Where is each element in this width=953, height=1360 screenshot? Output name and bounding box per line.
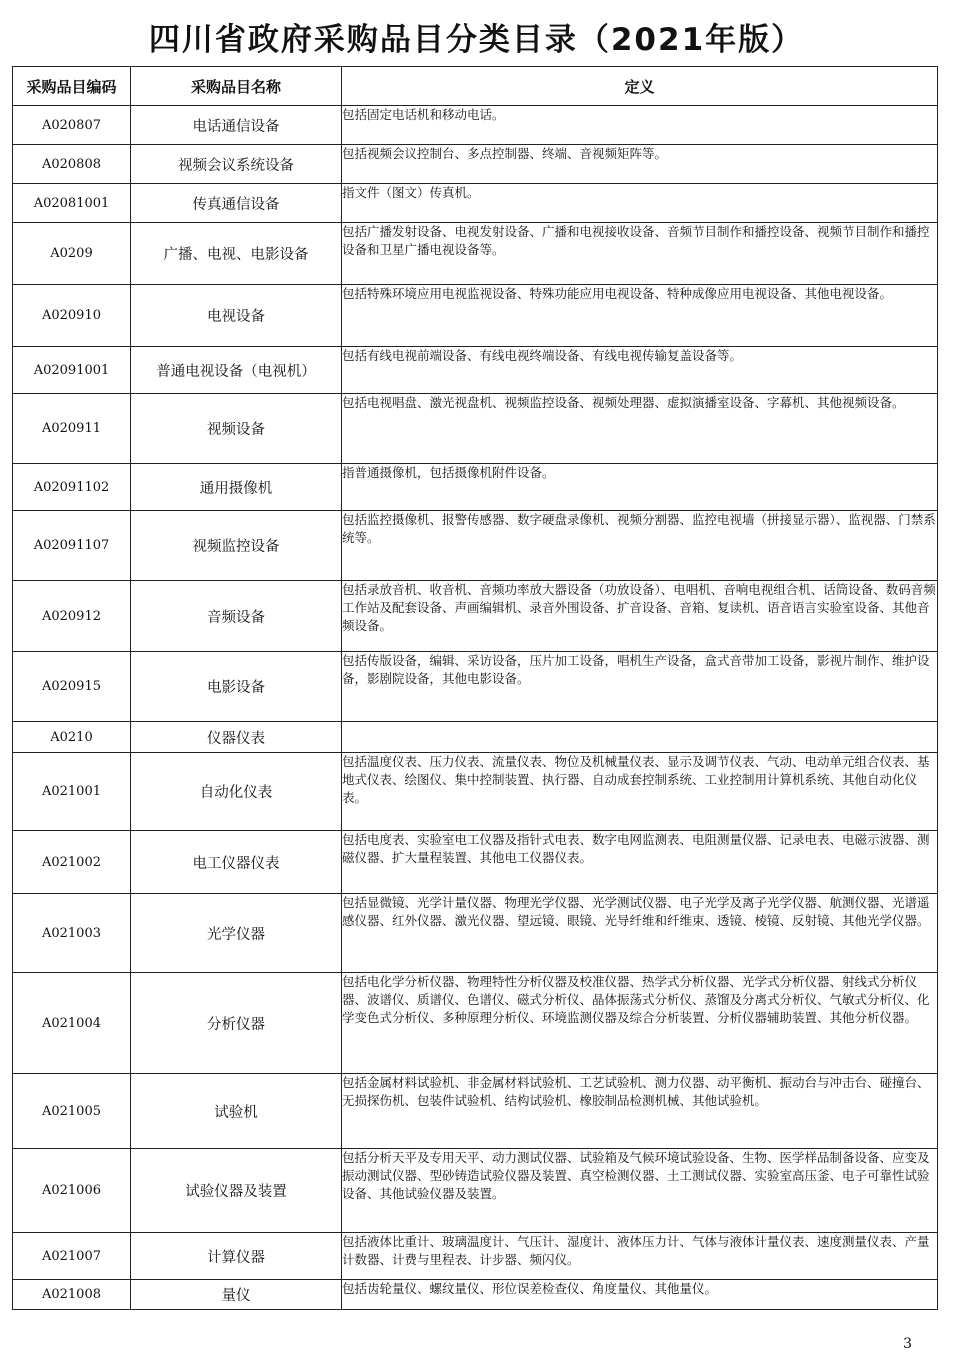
item-name: 分析仪器: [131, 973, 342, 1074]
item-name: 视频监控设备: [131, 511, 342, 581]
item-definition: 包括固定电话机和移动电话。: [342, 107, 505, 122]
item-name: 光学仪器: [131, 894, 342, 973]
table-row: [13, 223, 938, 285]
item-code: A020808: [13, 145, 131, 184]
item-definition: 指普通摄像机，包括摄像机附件设备。: [342, 465, 555, 480]
item-definition: 包括温度仪表、压力仪表、流量仪表、物位及机械量仪表、显示及调节仪表、气动、电动单元组合仪表、基地式仪表、绘图仪、集中控制装置、执行器、自动成套控制系统、工业控制用计算机系统、其他自动化仪表。: [342, 754, 930, 805]
catalog-table: [12, 66, 938, 1310]
header-name: 采购品目名称: [131, 67, 342, 106]
table-row: [13, 1280, 938, 1310]
item-definition: 包括金属材料试验机、非金属材料试验机、工艺试验机、测力仪器、动平衡机、振动台与冲击台、碰撞台、无损探伤机、包装件试验机、结构试验机、橡胶制品检测机械、其他试验机。: [342, 1075, 930, 1108]
item-code: A0210: [13, 722, 131, 753]
item-name: 视频会议系统设备: [131, 145, 342, 184]
item-code: A02091102: [13, 464, 131, 511]
item-name: 电话通信设备: [131, 106, 342, 145]
table-row: [13, 831, 938, 894]
table-row: [13, 347, 938, 394]
item-name: 传真通信设备: [131, 184, 342, 223]
table-row: [13, 285, 938, 347]
item-definition: 指文件（图文）传真机。: [342, 185, 480, 200]
item-name: 视频设备: [131, 394, 342, 464]
item-name: 广播、电视、电影设备: [131, 223, 342, 285]
item-definition: 包括电度表、实验室电工仪器及指针式电表、数字电网监测表、电阻测量仪器、记录电表、电磁示波器、测磁仪器、扩大量程装置、其他电工仪器仪表。: [342, 832, 930, 865]
table-row: [13, 145, 938, 184]
table-header-row: [13, 67, 938, 106]
item-definition: 包括液体比重计、玻璃温度计、气压计、湿度计、液体压力计、气体与液体计量仪表、速度测量仪表、产量计数器、计费与里程表、计步器、频闪仪。: [342, 1234, 930, 1267]
table-row: [13, 973, 938, 1074]
item-code: A02091001: [13, 347, 131, 394]
header-definition: 定义: [342, 67, 938, 106]
item-code: A021002: [13, 831, 131, 894]
item-name: 电影设备: [131, 652, 342, 722]
item-definition: 包括电视唱盘、激光视盘机、视频监控设备、视频处理器、虚拟演播室设备、字幕机、其他视频设备。: [342, 395, 905, 410]
item-name: 仪器仪表: [131, 722, 342, 753]
item-name: 通用摄像机: [131, 464, 342, 511]
item-code: A021007: [13, 1233, 131, 1280]
page-title: 四川省政府采购品目分类目录（2021年版）: [148, 22, 805, 58]
header-code: 采购品目编码: [13, 67, 131, 106]
item-definition: 包括监控摄像机、报警传感器、数字硬盘录像机、视频分割器、监控电视墙（拼接显示器）、监视器、门禁系统等。: [342, 512, 936, 545]
table-row: [13, 1233, 938, 1280]
table-row: [13, 722, 938, 753]
item-name: 电视设备: [131, 285, 342, 347]
item-code: A02091107: [13, 511, 131, 581]
table-row: [13, 894, 938, 973]
table-row: [13, 464, 938, 511]
item-name: 普通电视设备（电视机）: [131, 347, 342, 394]
item-name: 试验仪器及装置: [131, 1149, 342, 1233]
table-row: [13, 511, 938, 581]
item-definition: 包括齿轮量仪、螺纹量仪、形位误差检查仪、角度量仪、其他量仪。: [342, 1281, 718, 1296]
item-definition: 包括录放音机、收音机、音频功率放大器设备（功放设备）、电唱机、音响电视组合机、话筒设备、数码音频工作站及配套设备、声画编辑机、录音外围设备、扩音设备、音箱、复读机、语音语言实验室设备、其他音频设备。: [342, 582, 936, 633]
item-code: A020911: [13, 394, 131, 464]
item-code: A02081001: [13, 184, 131, 223]
item-definition: 包括显微镜、光学计量仪器、物理光学仪器、光学测试仪器、电子光学及离子光学仪器、航测仪器、光谱遥感仪器、红外仪器、激光仪器、望远镜、眼镜、光导纤维和纤维束、透镜、棱镜、反射镜、其他光学仪器。: [342, 895, 930, 928]
table-row: [13, 1149, 938, 1233]
item-name: 试验机: [131, 1074, 342, 1149]
item-code: A021001: [13, 753, 131, 831]
table-row: [13, 106, 938, 145]
item-definition: 包括分析天平及专用天平、动力测试仪器、试验箱及气候环境试验设备、生物、医学样品制备设备、应变及振动测试仪器、型砂铸造试验仪器及装置、真空检测仪器、土工测试仪器、实验室高压釜、电子可靠性试验设备、其他试验仪器及装置。: [342, 1150, 930, 1201]
item-definition: 包括有线电视前端设备、有线电视终端设备、有线电视传输复盖设备等。: [342, 348, 743, 363]
item-code: A021004: [13, 973, 131, 1074]
item-name: 量仪: [131, 1280, 342, 1310]
table-row: [13, 581, 938, 652]
table-row: [13, 394, 938, 464]
item-definition: 包括视频会议控制台、多点控制器、终端、音视频矩阵等。: [342, 146, 668, 161]
item-code: A021003: [13, 894, 131, 973]
item-code: A021008: [13, 1280, 131, 1310]
table-row: [13, 652, 938, 722]
item-name: 计算仪器: [131, 1233, 342, 1280]
item-name: 自动化仪表: [131, 753, 342, 831]
item-definition: 包括传版设备，编辑、采访设备，压片加工设备，唱机生产设备，盒式音带加工设备，影视片制作、维护设备，影剧院设备，其他电影设备。: [342, 653, 930, 686]
item-definition: 包括特殊环境应用电视监视设备、特殊功能应用电视设备、特种成像应用电视设备、其他电视设备。: [342, 286, 893, 301]
item-definition: 包括电化学分析仪器、物理特性分析仪器及校准仪器、热学式分析仪器、光学式分析仪器、射线式分析仪器、波谱仪、质谱仪、色谱仪、磁式分析仪、晶体振荡式分析仪、蒸馏及分离式分析仪、气敏式分析仪、化学变色式分析仪、多种原理分析仪、环境监测仪器及综合分析装置、分析仪器辅助装置、其他分析仪器。: [342, 974, 930, 1025]
item-code: A020912: [13, 581, 131, 652]
table-row: [13, 753, 938, 831]
item-code: A021005: [13, 1074, 131, 1149]
item-code: A020910: [13, 285, 131, 347]
item-definition: 包括广播发射设备、电视发射设备、广播和电视接收设备、音频节目制作和播控设备、视频节目制作和播控设备和卫星广播电视设备等。: [342, 224, 930, 257]
item-code: A0209: [13, 223, 131, 285]
table-row: [13, 1074, 938, 1149]
item-name: 电工仪器仪表: [131, 831, 342, 894]
item-name: 音频设备: [131, 581, 342, 652]
item-code: A020915: [13, 652, 131, 722]
item-code: A020807: [13, 106, 131, 145]
page-number: 3: [903, 1336, 912, 1352]
table-row: [13, 184, 938, 223]
item-code: A021006: [13, 1149, 131, 1233]
